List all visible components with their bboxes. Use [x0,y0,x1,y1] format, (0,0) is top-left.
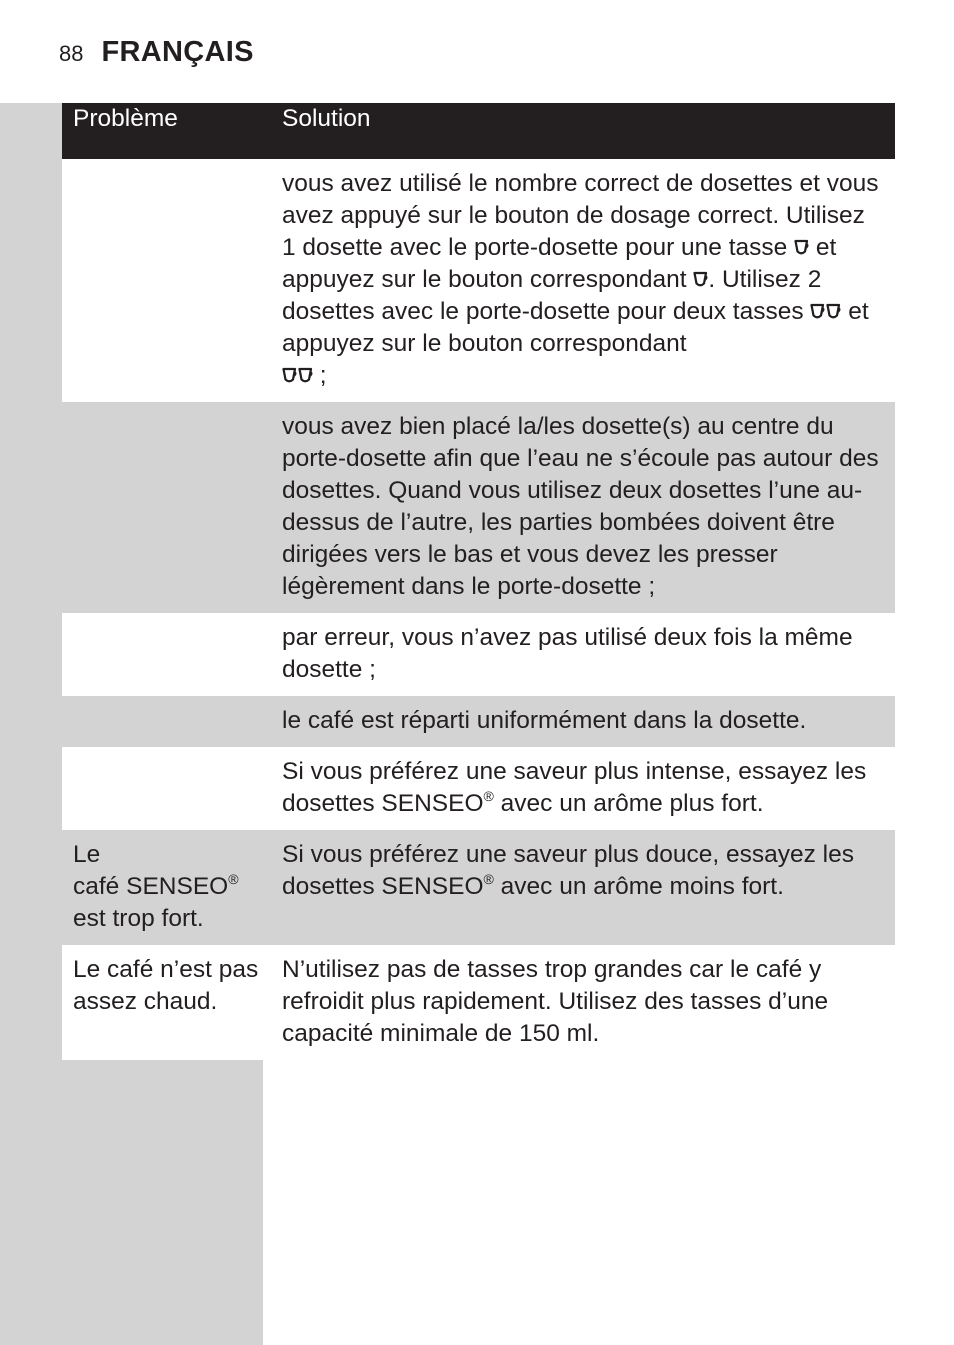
two-cups-icon [810,303,841,320]
table-row [62,613,895,696]
solution-cell: par erreur, vous n’avez pas utilisé deux fois la même dosette ; [282,624,853,683]
solution-text: ; [313,362,327,389]
solution-text: et appuyez sur le bouton correspondant [282,298,869,357]
two-cups-icon [282,367,313,384]
solution-cell [263,830,895,945]
one-cup-icon [794,239,809,256]
problem-cell [62,159,263,402]
solution-cell: N’utilisez pas de tasses trop grandes car le café y refroidit plus rapidement. Utilisez des tasses d’une capacité minimale de 150 ml. [282,956,829,1047]
solution-text: vous avez utilisé le nombre correct de dosettes et vous avez appuyé sur le bouton de dosage correct. Utilisez 1 dosette avec le porte-dosette pour une tasse [282,170,879,261]
registered-mark: ® [483,788,494,804]
registered-mark: ® [483,871,494,887]
solution-cell: le café est réparti uniformément dans la dosette. [282,707,807,734]
solution-cell [263,747,895,830]
troubleshooting-table [62,103,895,1060]
problem-cell [62,696,263,747]
table-row [62,159,895,402]
solution-text: Si vous préférez une saveur plus intense, essayez les dosettes SENSEO [282,758,867,817]
table-row [62,402,895,613]
table-row [62,830,895,945]
table-row [62,696,895,747]
problem-cell [62,613,263,696]
solution-text: avec un arôme plus fort. [493,790,764,817]
problem-text: café SENSEO [73,873,229,900]
solution-text: avec un arôme moins fort. [493,873,784,900]
problem-text: Le [73,841,101,868]
column-header-solution: Solution [282,105,371,132]
solution-cell [263,159,895,402]
page-header [59,36,254,72]
section-title: FRANÇAIS [101,36,254,68]
table-row [62,945,895,1060]
solution-text: . Utilisez 2 dosettes avec le porte-dosette pour deux tasses [282,266,822,325]
problem-cell: Le café n’est pas assez chaud. [73,956,259,1015]
problem-cell [62,747,263,830]
registered-mark: ® [228,871,239,887]
page-number: 88 [59,41,84,66]
table-header-row [62,103,895,159]
solution-cell: vous avez bien placé la/les dosette(s) au centre du porte-dosette afin que l’eau ne s’écoule pas autour des dosettes. Quand vous utilisez deux dosettes l’une au-dessus de l’autre, les parties bombées doivent être dirigées vers le bas et vous devez les presser légèrement dans le porte-dosette ; [282,413,879,600]
one-cup-icon [693,271,708,288]
solution-text: et appuyez sur le bouton correspondant [282,234,837,293]
problem-cell [62,830,263,945]
column-header-problem: Problème [73,105,178,132]
solution-text: Si vous préférez une saveur plus douce, essayez les dosettes SENSEO [282,841,854,900]
problem-text: est trop fort. [73,905,204,932]
problem-cell [62,402,263,613]
table-row [62,747,895,830]
